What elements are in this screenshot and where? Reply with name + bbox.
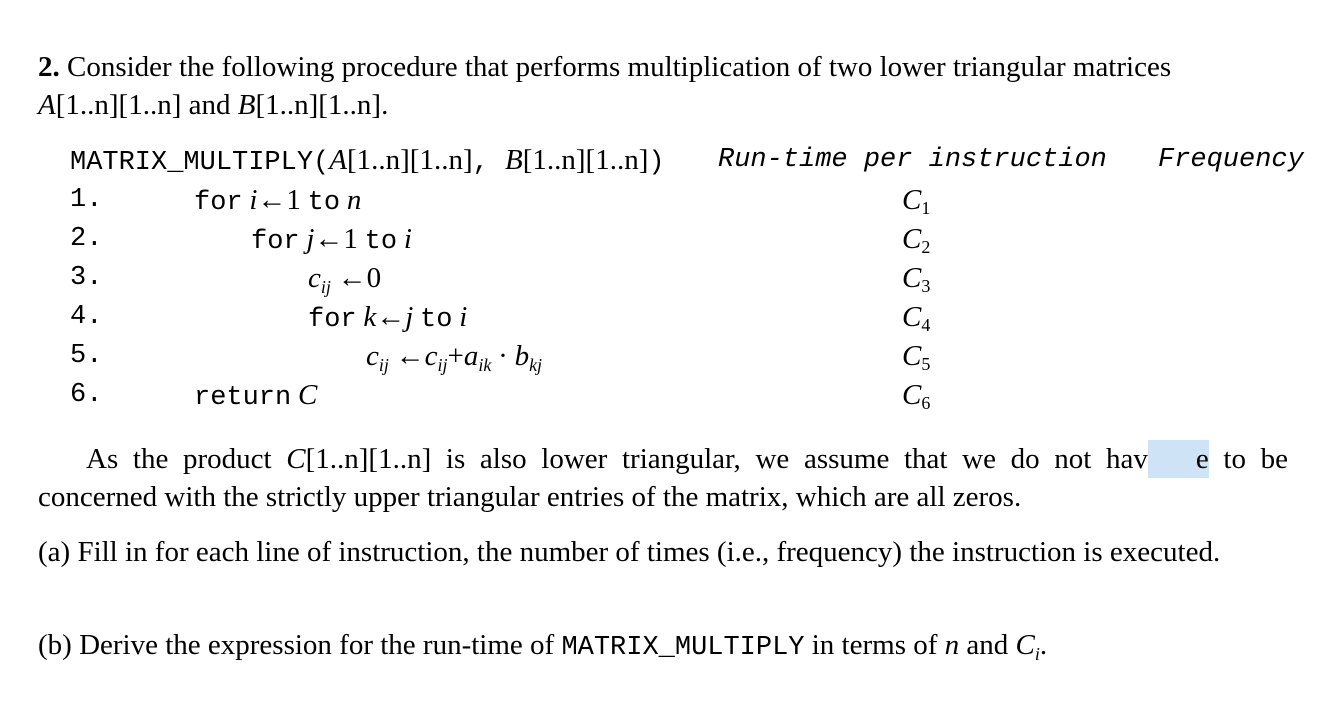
cost-base: C: [902, 184, 922, 216]
line-number: 5.: [70, 341, 103, 371]
part-b: [38, 626, 1288, 673]
cost-base: C: [902, 379, 922, 411]
part-b-and: and: [966, 629, 1009, 661]
c-subscript: ij: [320, 277, 331, 297]
loop-end: i: [403, 223, 412, 255]
term-a-subscript: ik: [478, 355, 492, 375]
part-b-text-1: Derive the expression for the run-time of: [79, 629, 555, 661]
loop-var: j: [306, 223, 315, 255]
note-paragraph: [38, 440, 1288, 516]
part-b-procedure-name: MATRIX_MULTIPLY: [561, 633, 805, 663]
assign-arrow: ←: [337, 262, 367, 294]
algorithm-line-4: [70, 298, 1070, 337]
cost-base: C: [902, 223, 922, 255]
part-a: [38, 533, 1288, 571]
sig-close-paren: ): [648, 148, 665, 178]
cost-c6: [902, 376, 930, 423]
part-b-label: (b): [38, 629, 72, 661]
part-b-var-n: n: [944, 629, 960, 661]
assign-arrow: ←: [314, 223, 344, 255]
keyword-return: return: [194, 383, 292, 413]
term-a: a: [463, 340, 479, 372]
part-b-var-c: C: [1015, 629, 1035, 661]
cost-base: C: [902, 262, 922, 294]
part-a-label: (a): [38, 536, 71, 568]
assign-arrow: ←: [376, 301, 406, 333]
note-text-1: As the product: [86, 443, 272, 475]
plus-operator: +: [447, 340, 464, 372]
line-number: 6.: [70, 380, 103, 410]
zero-value: 0: [366, 262, 382, 294]
part-b-var-c-subscript: i: [1034, 644, 1040, 664]
loop-start: 1: [343, 223, 358, 255]
cost-subscript: 2: [921, 237, 931, 257]
note-matrix-c-index: [1..n][1..n]: [305, 443, 432, 475]
keyword-for: for: [308, 305, 357, 335]
loop-start: j: [405, 301, 414, 333]
param-b-index: [1..n][1..n]: [522, 144, 649, 176]
algorithm-line-1: [70, 181, 1070, 220]
intro-matrix-a: A: [38, 89, 56, 121]
cost-subscript: 6: [921, 393, 931, 413]
line-code: [194, 181, 361, 223]
keyword-to: to: [364, 227, 398, 257]
lhs-var: c: [366, 340, 379, 372]
algorithm-header: [70, 141, 1330, 179]
cost-base: C: [902, 301, 922, 333]
cost-subscript: 3: [921, 276, 931, 296]
param-b: B: [505, 144, 523, 176]
term-c: c: [424, 340, 438, 372]
intro-end: .: [381, 89, 389, 121]
loop-end: i: [459, 301, 468, 333]
note-text-3: to be concerned with the strictly upper triangular entries of the matrix, which are all zeros.: [38, 443, 1289, 513]
term-c-subscript: ij: [437, 355, 448, 375]
keyword-to: to: [420, 305, 453, 335]
term-b: b: [514, 340, 530, 372]
column-runtime-header: Run-time per instruction: [718, 145, 1107, 175]
line-number: 2.: [70, 224, 103, 254]
lhs-subscript: ij: [378, 355, 389, 375]
loop-var: k: [363, 301, 377, 333]
loop-end: n: [346, 184, 362, 216]
intro-matrix-b: B: [237, 89, 256, 121]
assign-arrow: ←: [395, 340, 425, 372]
algorithm-name: MATRIX_MULTIPLY: [70, 148, 314, 178]
keyword-for: for: [251, 227, 300, 257]
line-number: 1.: [70, 185, 103, 215]
assign-arrow: ←: [257, 184, 287, 216]
algorithm-line-3: [70, 259, 1070, 298]
line-code: [194, 376, 317, 418]
param-a-index: [1..n][1..n]: [346, 144, 473, 176]
intro-and: and: [188, 89, 231, 121]
intro-matrix-a-index: [1..n][1..n]: [55, 89, 182, 121]
line-number: 3.: [70, 263, 103, 293]
sig-open-paren: (: [313, 148, 330, 178]
sig-separator: ,: [472, 148, 506, 178]
text-cursor-highlight: e: [1148, 440, 1209, 478]
return-value: C: [297, 379, 318, 411]
term-b-subscript: kj: [529, 355, 543, 375]
param-a: A: [329, 144, 347, 176]
keyword-for: for: [194, 188, 243, 218]
loop-var: i: [249, 184, 258, 216]
algorithm-line-6: [70, 376, 1070, 415]
line-code: [251, 220, 412, 262]
column-frequency-header: Frequency: [1158, 145, 1304, 175]
part-a-text: Fill in for each line of instruction, the number of times (i.e., frequency) the instruction is executed.: [77, 536, 1221, 568]
question-intro: [38, 48, 1288, 124]
c-var: c: [308, 262, 321, 294]
algorithm-signature: [70, 141, 665, 182]
intro-text: Consider the following procedure that performs multiplication of two lower triangular matrices: [67, 51, 1172, 83]
part-b-end: .: [1039, 629, 1048, 661]
intro-matrix-b-index: [1..n][1..n]: [255, 89, 382, 121]
dot-operator: ·: [498, 340, 508, 372]
note-matrix-c: C: [286, 443, 306, 475]
cost-subscript: 4: [921, 315, 931, 335]
line-code: [308, 298, 467, 340]
algorithm-line-2: [70, 220, 1070, 259]
cost-base: C: [902, 340, 922, 372]
question-number: 2.: [38, 51, 60, 83]
cost-subscript: 5: [921, 354, 931, 374]
line-number: 4.: [70, 302, 103, 332]
keyword-to: to: [307, 188, 341, 218]
part-b-text-2: in terms of: [811, 629, 938, 661]
algorithm-line-5: [70, 337, 1070, 376]
note-text-2: is also lower triangular, we assume that we do not hav: [445, 443, 1148, 475]
cost-subscript: 1: [921, 198, 931, 218]
loop-start: 1: [286, 184, 301, 216]
